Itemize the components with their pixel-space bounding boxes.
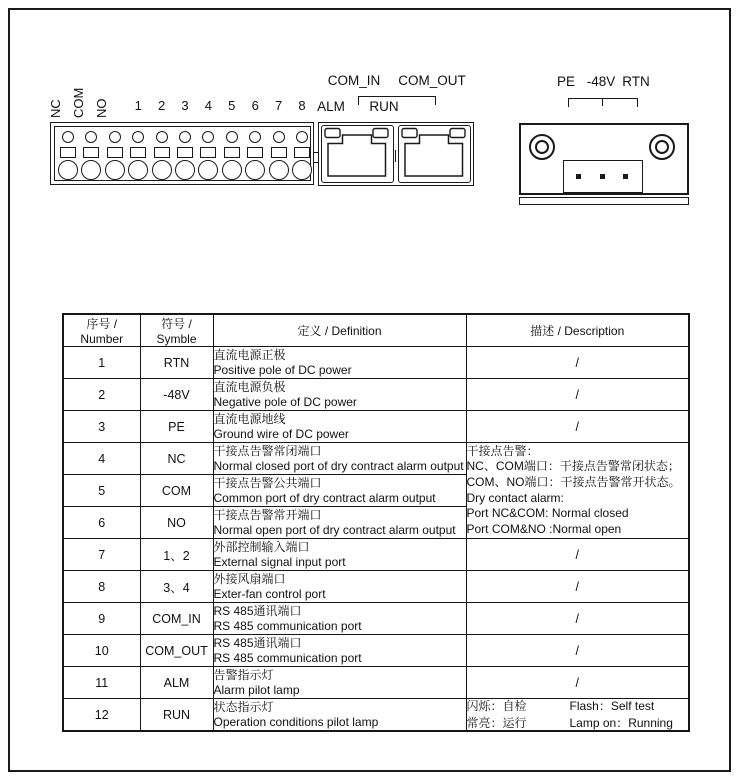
terminal-port-icon (152, 160, 172, 180)
description-line: Dry contact alarm: (466, 490, 564, 505)
table-row (63, 347, 689, 379)
led-window-icon (325, 129, 340, 138)
definition-cn: 外部控制输入端口 (213, 540, 310, 554)
terminal-port-icon (175, 160, 195, 180)
terminal-port-icon (60, 147, 76, 158)
terminal-port-icon (128, 160, 148, 180)
terminal-label: 4 (204, 98, 212, 113)
terminal-port-icon (83, 147, 99, 158)
description-line: 闪烁：自检 (466, 699, 527, 713)
row-symbol-cell: NC (140, 443, 213, 475)
power-pin-icon (600, 174, 605, 179)
row-number-cell: 6 (63, 507, 140, 539)
terminal-label: 2 (157, 98, 166, 113)
description-line: 干接点告警： (466, 443, 539, 458)
description-line: Port NC&COM: Normal closed (466, 506, 629, 521)
description-line: Lamp on：Running (569, 715, 673, 730)
definition-en: Alarm pilot lamp (213, 682, 300, 697)
row-description-merged-cell (466, 443, 689, 539)
definition-cn: 干接点告警常闭端口 (213, 444, 322, 458)
table-row (63, 699, 689, 732)
terminal-port-icon (105, 160, 125, 180)
rj45-jack-com-in (321, 125, 394, 183)
power-pin-icon (576, 174, 581, 179)
definition-en: Operation conditions pilot lamp (213, 714, 379, 729)
row-number-cell: 9 (63, 603, 140, 635)
description-line: Port COM&NO :Normal open (466, 521, 622, 536)
com-out-label: COM_OUT (398, 73, 466, 88)
terminal-port-icon (156, 131, 168, 143)
run-label: RUN (369, 99, 399, 114)
row-number-cell: 1 (63, 347, 140, 379)
row-definition-cell (213, 539, 466, 571)
table-header-cell: 符号 / Symble (140, 314, 213, 347)
row-number-cell: 2 (63, 379, 140, 411)
row-description-cell: / (466, 635, 689, 667)
definition-cn: 干接点告警公共端口 (213, 476, 322, 490)
terminal-label: 6 (251, 98, 259, 113)
row-definition-cell (213, 635, 466, 667)
terminal-port-icon (109, 131, 121, 143)
terminal-label: NO (94, 98, 110, 118)
definition-cn: RS 485通讯端口 (213, 604, 302, 618)
terminal-port-icon (245, 160, 265, 180)
table-header-cell: 定义 / Definition (213, 314, 466, 347)
terminal-label: 8 (298, 98, 306, 113)
row-definition-cell (213, 507, 466, 539)
led-window-icon (373, 129, 388, 138)
terminal-port-icon (224, 147, 240, 158)
row-number-cell: 3 (63, 411, 140, 443)
row-symbol-cell: 1、2 (140, 539, 213, 571)
row-definition-cell (213, 603, 466, 635)
screw-hole-icon (655, 140, 669, 154)
terminal-label: COM (70, 87, 86, 118)
terminal-port-icon (271, 147, 287, 158)
row-description-cell: / (466, 379, 689, 411)
neg48v-label: -48V (586, 74, 616, 89)
table-header-row (63, 314, 689, 347)
row-description-cell: / (466, 347, 689, 379)
definition-cn: 状态指示灯 (213, 700, 274, 714)
terminal-port-icon (247, 147, 263, 158)
rj45-port-icon (405, 135, 463, 176)
row-symbol-cell: RUN (140, 699, 213, 732)
pe-label: PE (556, 74, 575, 89)
terminal-port-icon (198, 160, 218, 180)
row-definition-cell (213, 475, 466, 507)
terminal-port-icon (222, 160, 242, 180)
row-symbol-cell: COM_OUT (140, 635, 213, 667)
row-symbol-cell: RTN (140, 347, 213, 379)
row-description-cell: / (466, 571, 689, 603)
terminal-port-icon (294, 147, 310, 158)
definition-cn: 直流电源负极 (213, 380, 286, 394)
row-description-cell (466, 699, 689, 732)
terminal-port-icon (154, 147, 170, 158)
definition-en: Exter-fan control port (213, 586, 326, 601)
table-row (63, 411, 689, 443)
terminal-label: 5 (228, 98, 236, 113)
description-line: Flash：Self test (569, 699, 655, 713)
alm-label: ALM (317, 99, 345, 114)
terminal-port-icon (58, 160, 78, 180)
led-window-icon (450, 129, 465, 138)
terminal-port-icon (226, 131, 238, 143)
row-symbol-cell: COM (140, 475, 213, 507)
power-pin-icon (623, 174, 628, 179)
definition-en: Normal open port of dry contract alarm output (213, 522, 456, 537)
row-number-cell: 12 (63, 699, 140, 732)
terminal-port-icon (179, 131, 191, 143)
table-row (63, 603, 689, 635)
terminal-port-icon (177, 147, 193, 158)
table-header-cell: 序号 / Number (63, 314, 140, 347)
terminal-port-icon (130, 147, 146, 158)
definition-cn: 干接点告警常开端口 (213, 508, 322, 522)
definition-cn: 告警指示灯 (213, 668, 274, 682)
description-line: COM、NO端口：干接点告警常开状态。 (466, 474, 681, 489)
row-description-cell: / (466, 603, 689, 635)
power-bracket-tick (602, 98, 603, 106)
rj45-port-icon (328, 135, 386, 176)
terminal-port-icon (62, 131, 74, 143)
table-row (63, 571, 689, 603)
row-number-cell: 10 (63, 635, 140, 667)
row-definition-cell (213, 347, 466, 379)
row-definition-cell (213, 571, 466, 603)
definition-en: Common port of dry contract alarm output (213, 490, 436, 505)
description-line: NC、COM端口：干接点告警常闭状态； (466, 459, 680, 474)
rtn-label: RTN (622, 74, 650, 89)
description-line: 常亮：运行 (466, 715, 527, 730)
row-description-cell: / (466, 539, 689, 571)
row-number-cell: 7 (63, 539, 140, 571)
table-row (63, 379, 689, 411)
table-row (63, 539, 689, 571)
definition-cn: 外接风扇端口 (213, 572, 286, 586)
definition-cn: RS 485通讯端口 (213, 636, 302, 650)
row-number-cell: 5 (63, 475, 140, 507)
terminal-port-icon (273, 131, 285, 143)
terminal-port-icon (292, 160, 312, 180)
rj45-jack-com-out (398, 125, 471, 183)
table-row (63, 443, 689, 475)
table-header-cell: 描述 / Description (466, 314, 689, 347)
definition-cn: 直流电源正极 (213, 348, 286, 362)
row-definition-cell (213, 411, 466, 443)
row-symbol-cell: 3、4 (140, 571, 213, 603)
row-definition-cell (213, 699, 466, 732)
power-connector-base (519, 197, 689, 205)
terminal-port-icon (200, 147, 216, 158)
terminal-label: 3 (181, 98, 189, 113)
terminal-label: 7 (274, 98, 283, 113)
row-description-cell: / (466, 411, 689, 443)
terminal-port-icon (107, 147, 123, 158)
definition-en: Normal closed port of dry contract alarm output (213, 458, 464, 473)
row-symbol-cell: PE (140, 411, 213, 443)
definition-en: External signal input port (213, 554, 346, 569)
row-number-cell: 11 (63, 667, 140, 699)
rear-panel-diagram (0, 0, 739, 300)
screw-hole-icon (535, 140, 549, 154)
led-window-icon (402, 129, 417, 138)
row-symbol-cell: ALM (140, 667, 213, 699)
row-symbol-cell: COM_IN (140, 603, 213, 635)
definition-en: Negative pole of DC power (213, 394, 357, 409)
definition-en: RS 485 communication port (213, 618, 362, 633)
definition-en: RS 485 communication port (213, 650, 362, 665)
terminal-port-icon (81, 160, 101, 180)
table-row (63, 667, 689, 699)
terminal-port-icon (269, 160, 289, 180)
terminal-label: 1 (134, 98, 142, 113)
table-row (63, 635, 689, 667)
row-definition-cell (213, 379, 466, 411)
definition-cn: 直流电源地线 (213, 412, 286, 426)
definition-en: Positive pole of DC power (213, 362, 352, 377)
jack-divider (395, 150, 396, 162)
row-description-cell: / (466, 667, 689, 699)
row-symbol-cell: NO (140, 507, 213, 539)
power-bracket (568, 98, 638, 107)
terminal-port-icon (296, 131, 308, 143)
com-in-label: COM_IN (327, 73, 381, 88)
row-definition-cell (213, 443, 466, 475)
row-symbol-cell: -48V (140, 379, 213, 411)
port-definition-table (62, 313, 690, 732)
row-definition-cell (213, 667, 466, 699)
terminal-label: NC (47, 99, 63, 118)
row-number-cell: 4 (63, 443, 140, 475)
definition-en: Ground wire of DC power (213, 426, 349, 441)
row-number-cell: 8 (63, 571, 140, 603)
